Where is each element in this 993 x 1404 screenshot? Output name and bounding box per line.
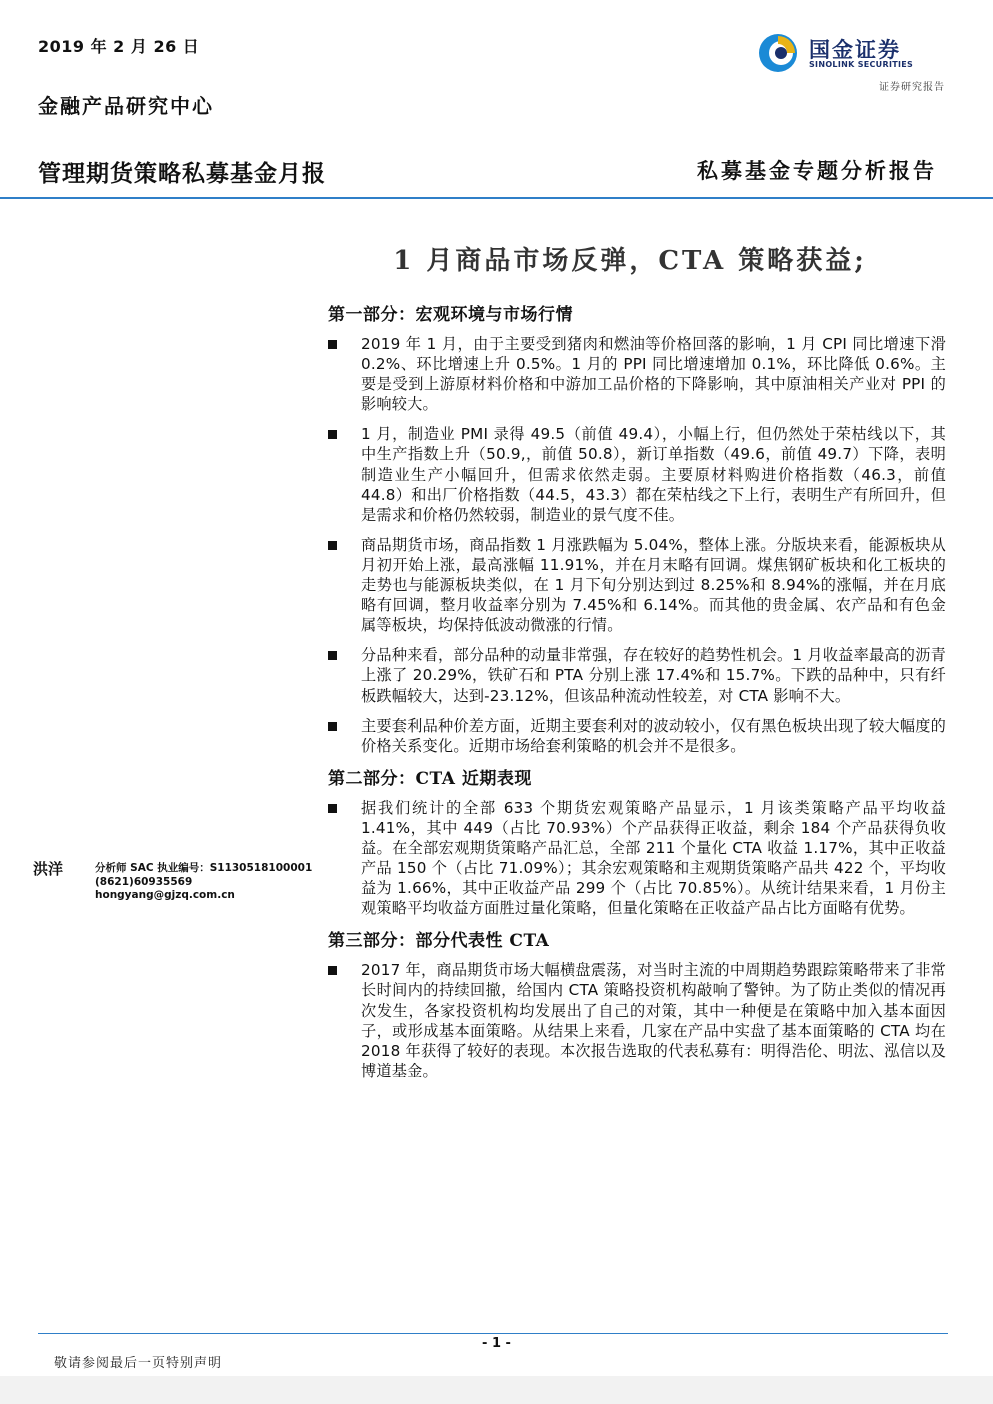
section-cta-performance [328, 766, 946, 919]
list-item [328, 716, 946, 756]
list-item [328, 798, 946, 919]
square-bullet-icon [328, 340, 337, 349]
list-item-text: 据我们统计的全部 633 个期货宏观策略产品显示，1 月该类策略产品平均收益 1.41%，其中 449（占比 70.93%）个产品获得正收益，剩余 184 个产品获得负收益。在全部宏观期货策略产品汇总，全部 211 个量化 CTA 收益 1.17%，其中正收益产品 150 个（占比 71.09%）；其余宏观策略和主观期货策略产品共 422 个，平均收益为 1.66%，其中正收益产品 299 个（占比 70.85%）。从统计结果来看，1 月份主观策略平均收益方面胜过量化策略，但量化策略在正收益产品占比方面略有优势。 [361, 798, 946, 918]
square-bullet-icon [328, 541, 337, 550]
main-title: 1 月商品市场反弹，CTA 策略获益; [393, 246, 867, 276]
square-bullet-icon [328, 651, 337, 660]
section-macro [328, 302, 946, 756]
analyst-name: 洪洋 [33, 860, 64, 878]
disclaimer-note: 敬请参阅最后一页特别声明 [54, 1356, 223, 1371]
analyst-email[interactable]: hongyang@gjzq.com.cn [95, 889, 235, 901]
square-bullet-icon [328, 722, 337, 731]
report-title: 管理期货策略私募基金月报 [38, 161, 326, 187]
page-number: - 1 - [482, 1336, 511, 1351]
section-heading: 第二部分：CTA 近期表现 [328, 768, 532, 789]
analyst-contact [95, 862, 312, 903]
analyst-phone: (8621)60935569 [95, 875, 193, 888]
list-item-text: 分品种来看，部分品种的动量非常强，存在较好的趋势性机会。1 月收益率最高的沥青上涨了 20.29%，铁矿石和 PTA 分别上涨 17.4%和 15.7%。下跌的品种中，只有纤板跌幅较大，达到-23.12%，但该品种流动性较差，对 CTA 影响不大。 [361, 646, 946, 705]
logo-chinese-name: 国金证券 [809, 38, 901, 62]
list-item [328, 424, 946, 524]
list-item-text: 主要套利品种价差方面，近期主要套利对的波动较小，仅有黑色板块出现了较大幅度的价格关系变化。近期市场给套利策略的机会并不是很多。 [361, 716, 946, 755]
section-heading: 第三部分：部分代表性 CTA [328, 931, 550, 952]
analyst-sac-number: 分析师 SAC 执业编号：S1130518100001 [95, 862, 313, 874]
list-item [328, 334, 946, 414]
bottom-margin-band [0, 1376, 993, 1404]
square-bullet-icon [328, 430, 337, 439]
footer-divider [38, 1333, 948, 1334]
sinolink-logo-icon [757, 32, 799, 74]
report-date: 2019 年 2 月 26 日 [38, 37, 200, 56]
list-item-text: 商品期货市场，商品指数 1 月涨跌幅为 5.04%，整体上涨。分版块来看，能源板块从月初开始上涨，最高涨幅 11.91%，并在月末略有回调。煤焦钢矿板块和化工板块的走势也与能源板块类似，在 1 月下旬分别达到过 8.25%和 8.94%的涨幅，并在月底略有回调，整月收益率分别为 7.45%和 6.14%。而其他的贵金属、农产品和有色金属等板块，均保持低波动微涨的行情。 [361, 535, 946, 635]
research-center-name: 金融产品研究中心 [38, 94, 214, 118]
header-divider [0, 197, 993, 199]
list-item-text: 2019 年 1 月，由于主要受到猪肉和燃油等价格回落的影响，1 月 CPI 同比增速下滑 0.2%、环比增速上升 0.5%。1 月的 PPI 同比增速增加 0.1%，环比降低 0.6%。主要是受到上游原材料价格和中游加工品价格的下降影响，其中原油相关产业对 PPI 的影响较大。 [361, 335, 946, 414]
square-bullet-icon [328, 804, 337, 813]
report-body [328, 302, 946, 1091]
list-item [328, 645, 946, 705]
section-heading: 第一部分：宏观环境与市场行情 [328, 305, 573, 325]
section-representative-cta [328, 928, 946, 1081]
list-item [328, 535, 946, 635]
list-item [328, 960, 946, 1081]
list-item-text: 1 月，制造业 PMI 录得 49.5（前值 49.4），小幅上行，但仍然处于荣枯线以下，其中生产指数上升（50.9,，前值 50.8），新订单指数（49.6，前值 49.7）下降，表明制造业生产小幅回升，但需求依然走弱。主要原材料购进价格指数（46.3，前值 44.8）和出厂价格指数（44.5，43.3）都在荣枯线之下上行，表明生产有所回升，但是需求和价格仍然较弱，制造业的景气度不佳。 [361, 425, 946, 524]
logo-subtitle: 证券研究报告 [879, 82, 945, 93]
square-bullet-icon [328, 966, 337, 975]
logo-english-name: SINOLINK SECURITIES [809, 60, 914, 69]
company-logo [757, 32, 947, 74]
report-type: 私募基金专题分析报告 [697, 158, 937, 183]
list-item-text: 2017 年，商品期货市场大幅横盘震荡，对当时主流的中周期趋势跟踪策略带来了非常长时间内的持续回撤，给国内 CTA 策略投资机构敲响了警钟。为了防止类似的情况再次发生，各家投资机构均发展出了自己的对策，其中一种便是在策略中加入基本面因子，或形成基本面策略。从结果上来看，几家在产品中实盘了基本面策略的 CTA 均在 2018 年获得了较好的表现。本次报告选取的代表私募有：明得浩伦、明汯、泓信以及博道基金。 [361, 961, 946, 1080]
